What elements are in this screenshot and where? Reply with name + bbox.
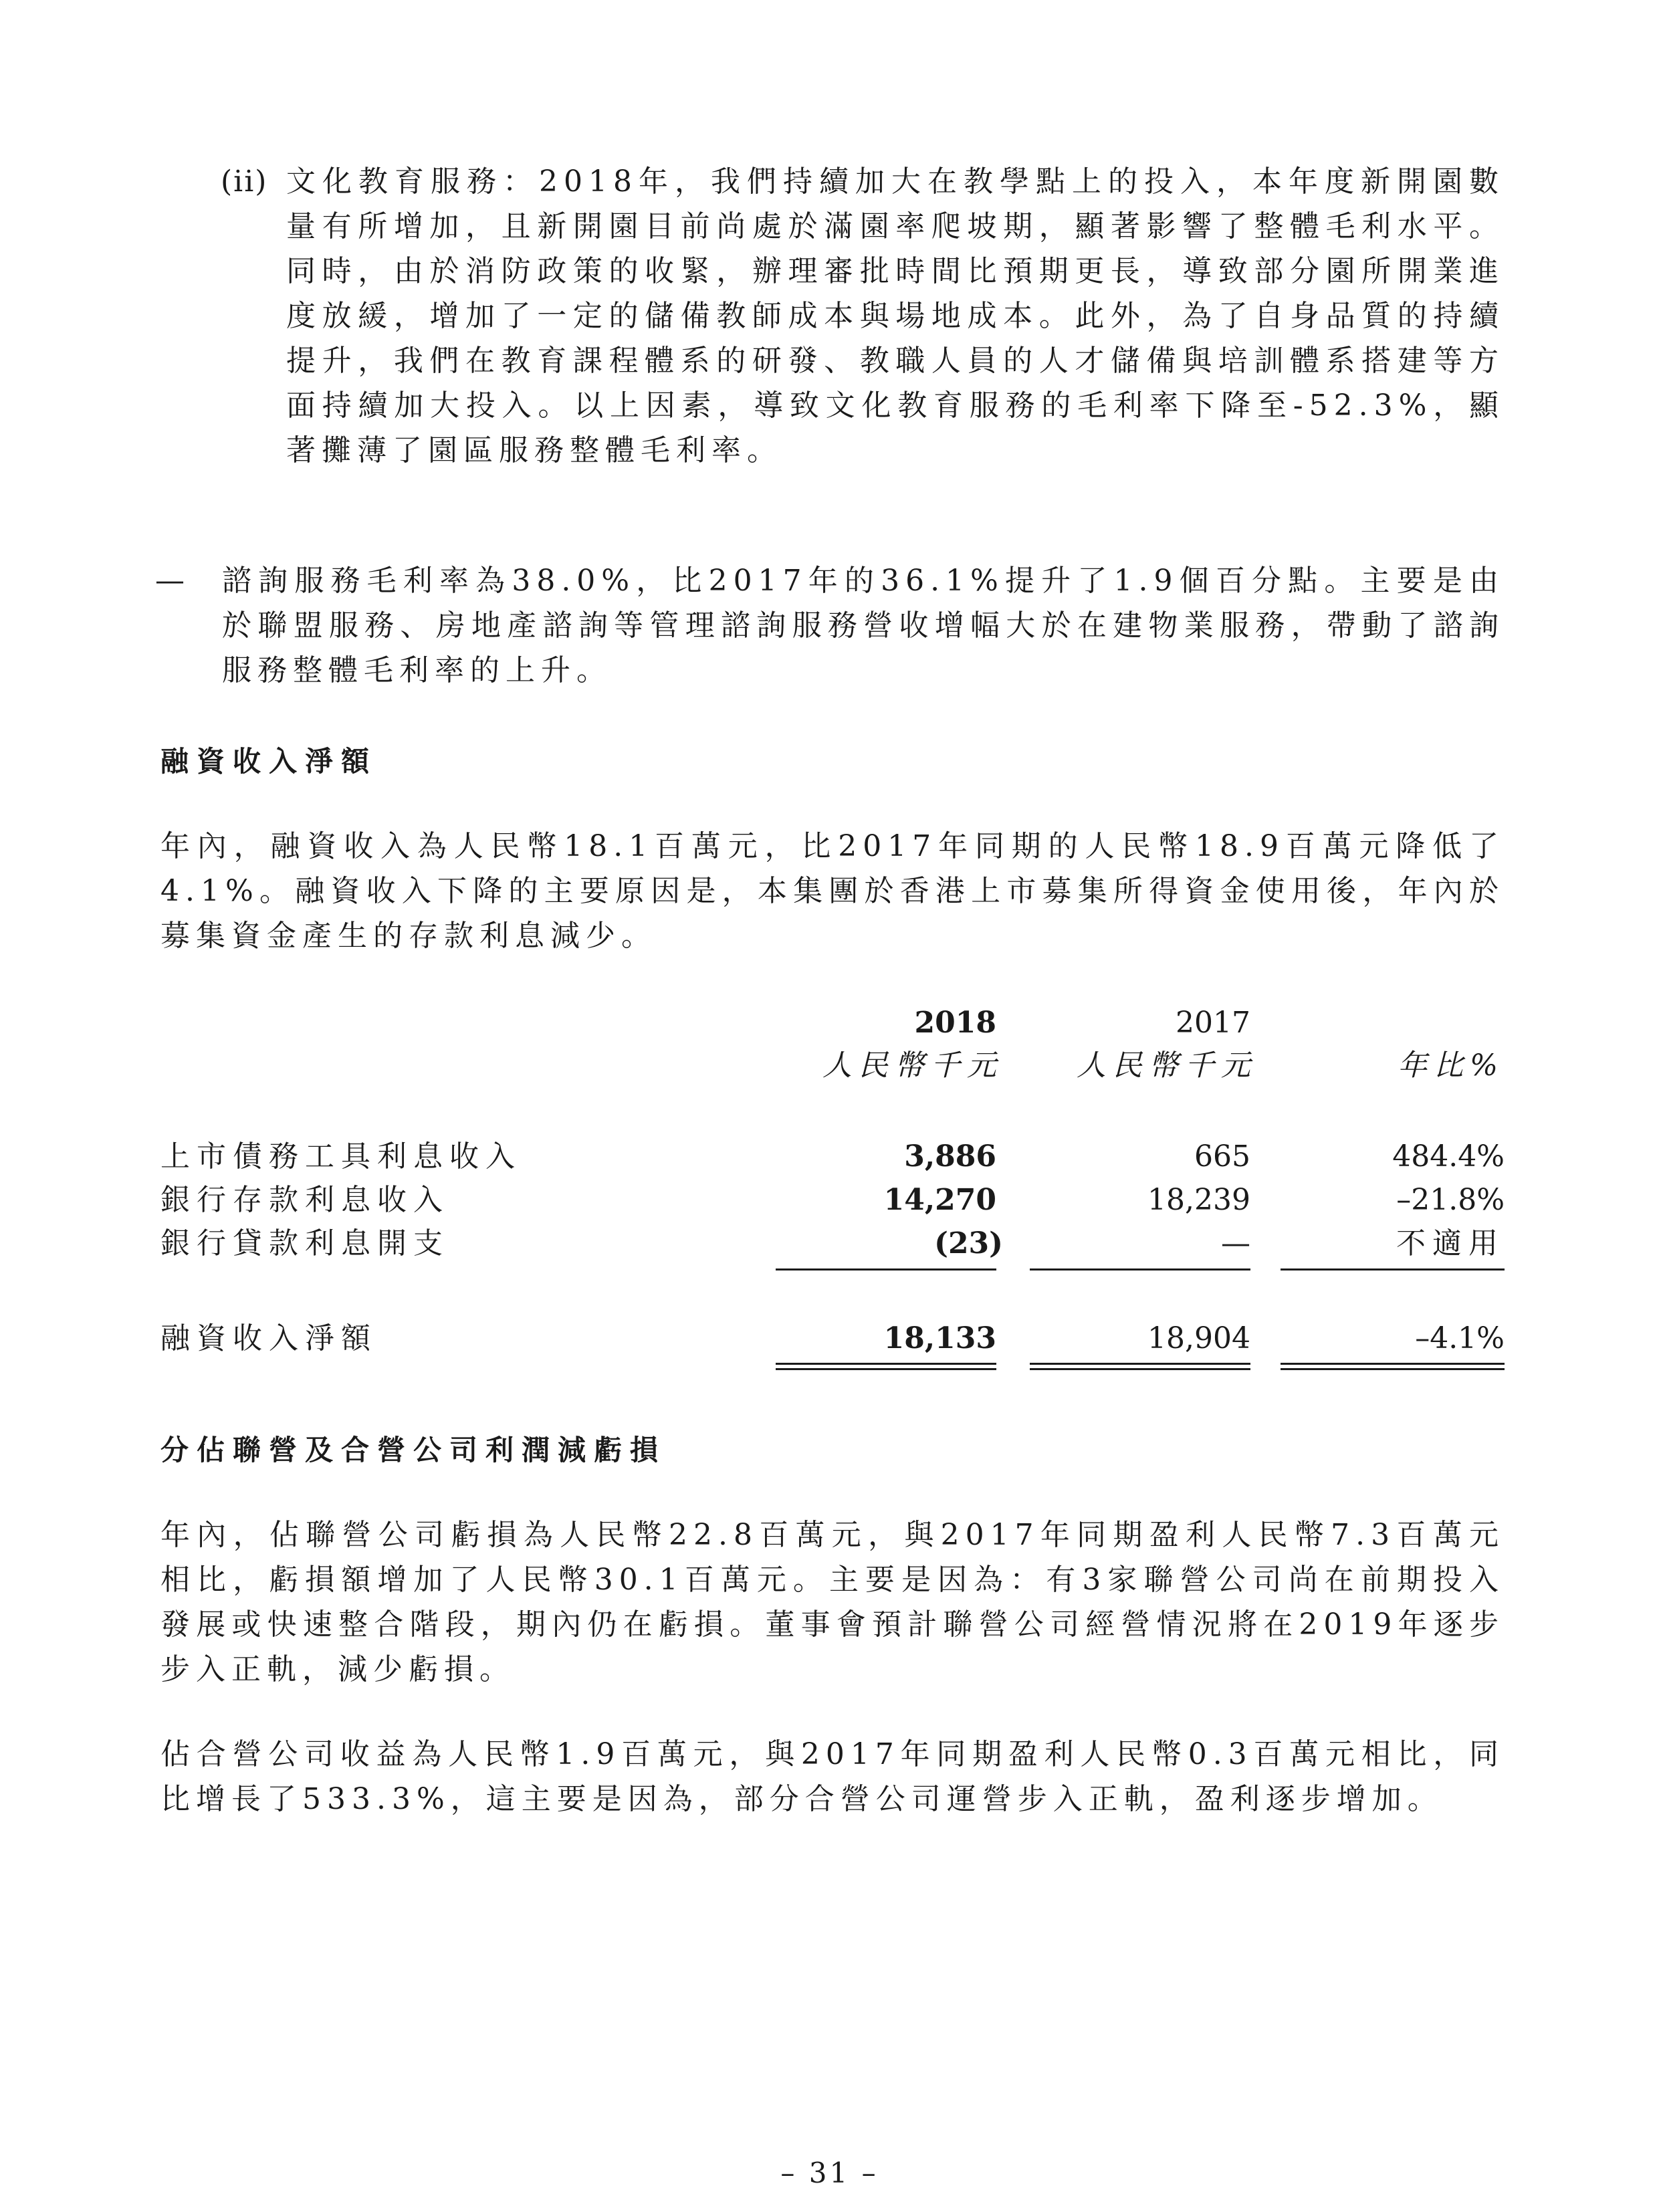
- list-marker-ii: (ii): [221, 164, 268, 199]
- finance-income-paragraph: 年內，融資收入為人民幣18.1百萬元，比2017年同期的人民幣18.9百萬元降低了4.1%。融資收入下降的主要原因是，本集團於香港上市募集所得資金使用後，年內於募集資金產生的存款利息減少。: [160, 829, 1505, 953]
- total-double-rule-yoy: [1281, 1363, 1505, 1370]
- row-value-2018: 3,886: [904, 1139, 996, 1174]
- page-number: – 31 –: [780, 2156, 879, 2189]
- consulting-paragraph: 諮詢服務毛利率為38.0%，比2017年的36.1%提升了1.9個百分點。主要是由於聯盟服務、房地產諮詢等管理諮詢服務營收增幅大於在建物業服務，帶動了諮詢服務整體毛利率的上升。: [222, 564, 1505, 687]
- row-value-2017: 665: [1194, 1139, 1250, 1174]
- row-value-yoy: 不適用: [1396, 1226, 1505, 1260]
- total-value-2018: 18,133: [883, 1321, 996, 1355]
- total-label: 融資收入淨額: [160, 1321, 377, 1355]
- row-value-2018: 14,270: [883, 1183, 996, 1217]
- total-value-2017: 18,904: [1147, 1321, 1250, 1355]
- associates-heading: 分佔聯營及合營公司利潤減虧損: [160, 1434, 667, 1466]
- row-value-2018: (23): [934, 1226, 1003, 1260]
- row-value-2017: —: [1221, 1226, 1250, 1260]
- col-unit-2018: 人民幣千元: [822, 1048, 1003, 1083]
- subtotal-rule-2017: [1030, 1268, 1250, 1270]
- dash-bullet: —: [155, 564, 185, 598]
- row-label: 銀行存款利息收入: [160, 1183, 449, 1217]
- subtotal-rule-yoy: [1281, 1268, 1505, 1270]
- total-double-rule-2018: [776, 1363, 996, 1370]
- finance-income-heading: 融資收入淨額: [160, 745, 378, 778]
- row-label: 上市債務工具利息收入: [160, 1139, 522, 1174]
- row-value-yoy: –21.8%: [1396, 1183, 1505, 1217]
- associates-paragraph-1: 年內，佔聯營公司虧損為人民幣22.8百萬元，與2017年同期盈利人民幣7.3百萬元相比，虧損額增加了人民幣30.1百萬元。主要是因為：有3家聯營公司尚在前期投入發展或快速整合階段，期內仍在虧損。董事會預計聯營公司經營情況將在2019年逐步步入正軌，減少虧損。: [160, 1518, 1505, 1686]
- row-label: 銀行貸款利息開支: [160, 1226, 449, 1260]
- subtotal-rule-2018: [776, 1268, 996, 1270]
- total-value-yoy: –4.1%: [1415, 1321, 1505, 1355]
- col-unit-2017: 人民幣千元: [1077, 1048, 1257, 1083]
- row-value-2017: 18,239: [1147, 1183, 1250, 1217]
- col-header-2017: 2017: [1176, 1006, 1250, 1040]
- col-header-2018: 2018: [914, 1006, 996, 1040]
- col-header-yoy: 年比%: [1398, 1048, 1505, 1083]
- row-value-yoy: 484.4%: [1392, 1139, 1505, 1174]
- total-double-rule-2017: [1030, 1363, 1250, 1370]
- associates-paragraph-2: 佔合營公司收益為人民幣1.9百萬元，與2017年同期盈利人民幣0.3百萬元相比，同比增長了533.3%，這主要是因為，部分合營公司運營步入正軌，盈利逐步增加。: [160, 1737, 1505, 1816]
- culture-education-paragraph: 文化教育服務：2018年，我們持續加大在教學點上的投入，本年度新開園數量有所增加，且新開園目前尚處於滿園率爬坡期，顯著影響了整體毛利水平。同時，由於消防政策的收緊，辦理審批時間比預期更長，導致部分園所開業進度放緩，增加了一定的儲備教師成本與場地成本。此外，為了自身品質的持續提升，我們在教育課程體系的研發、教職人員的人才儲備與培訓體系搭建等方面持續加大投入。以上因素，導致文化教育服務的毛利率下降至-52.3%，顯著攤薄了園區服務整體毛利率。: [286, 164, 1505, 467]
